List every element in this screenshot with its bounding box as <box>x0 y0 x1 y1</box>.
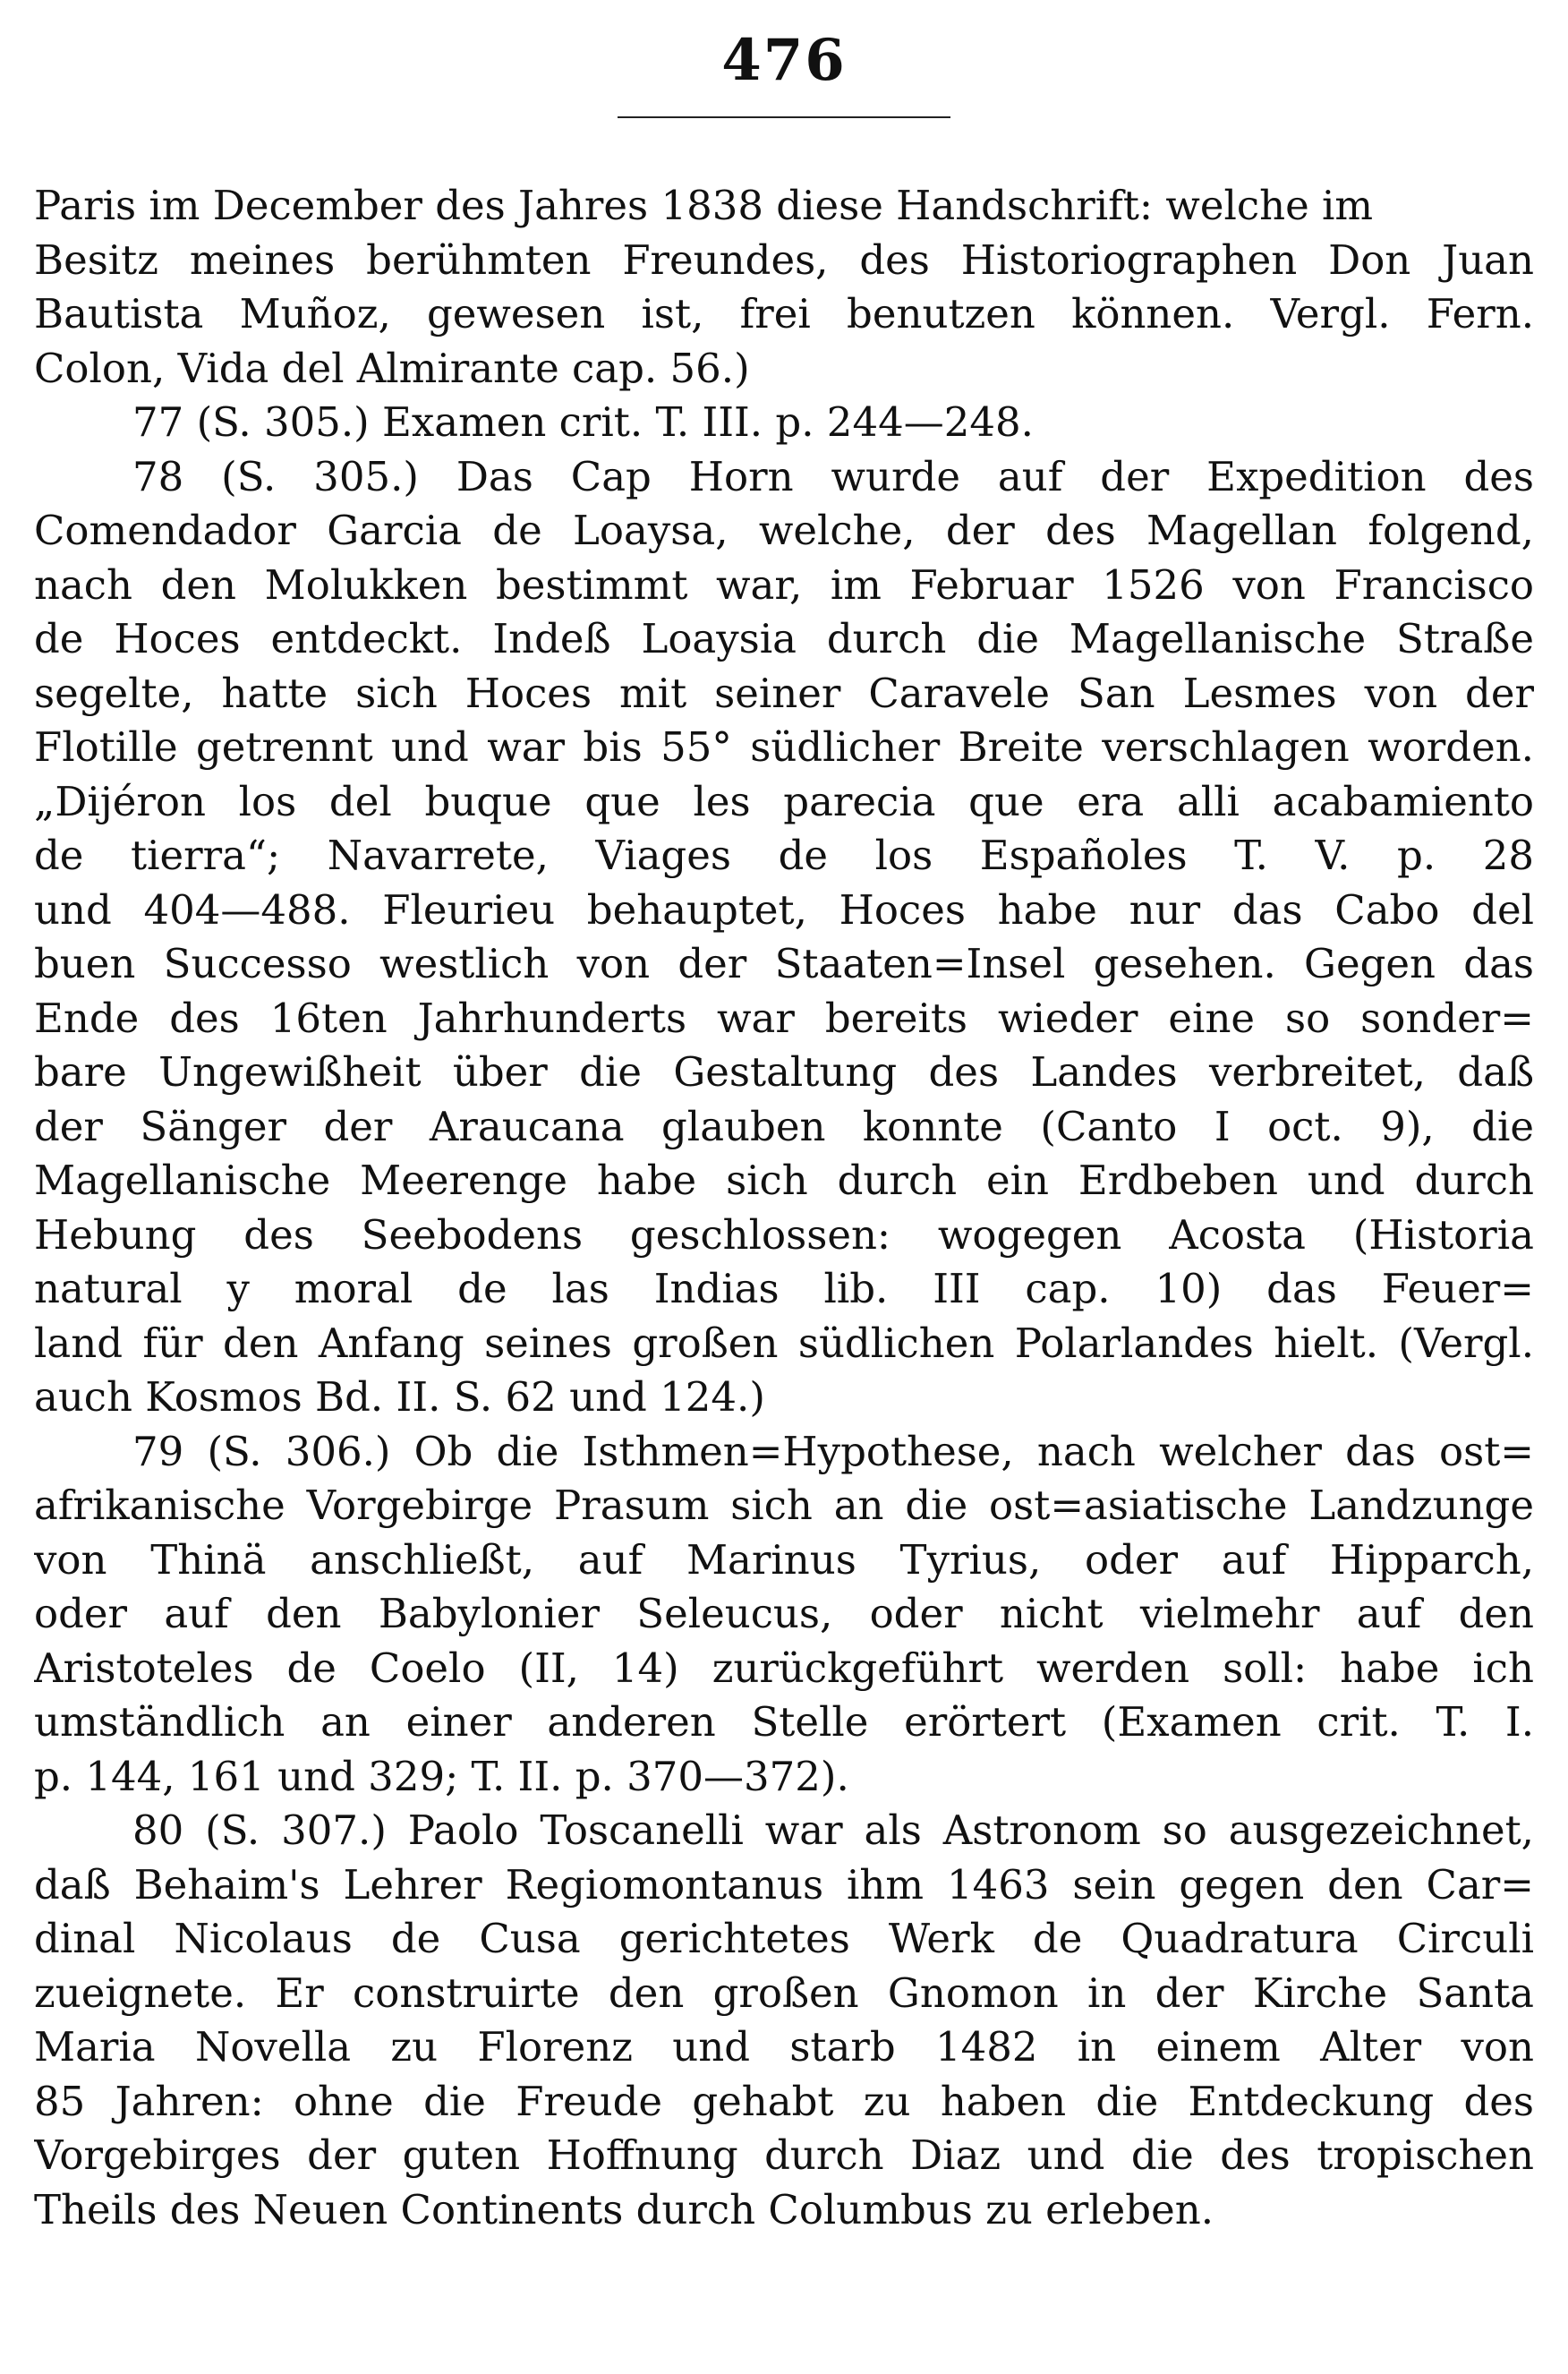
text-line: auch Kosmos Bd. II. S. 62 und 124.) <box>34 1373 765 1421</box>
text-line: buen Successo westlich von der Staaten=Insel gesehen. Gegen das <box>34 940 1534 987</box>
text-line: Vorgebirges der guten Hoffnung durch Diaz und die des tropischen <box>34 2131 1534 2179</box>
text-line: 85 Jahren: ohne die Freude gehabt zu haben die Entdeckung des <box>34 2077 1534 2125</box>
footnote-79-start: 79 (S. 306.) Ob die Isthmen=Hypothese, nach welcher das ost= <box>132 1427 1534 1475</box>
text-line: und 404—488. Fleurieu behauptet, Hoces habe nur das Cabo del <box>34 885 1534 934</box>
footnote-77-start: 77 (S. 305.) Examen crit. T. III. p. 244—248. <box>132 398 1034 446</box>
text-line: nach den Molukken bestimmt war, im Februar 1526 von Francisco <box>34 560 1534 609</box>
text-line: p. 144, 161 und 329; T. II. p. 370—372). <box>34 1752 849 1800</box>
text-line: afrikanische Vorgebirge Prasum sich an die ost=asiatische Landzunge <box>34 1482 1534 1529</box>
text-line: Maria Novella zu Florenz und starb 1482 in einem Alter von <box>34 2023 1534 2071</box>
text-line: Theils des Neuen Continents durch Columbus zu erleben. <box>34 2185 1214 2233</box>
text-line: daß Behaim's Lehrer Regiomontanus ihm 1463 sein gegen den Car= <box>34 1860 1534 1909</box>
text-line: natural y moral de las Indias lib. III cap. 10) das Feuer= <box>34 1265 1534 1312</box>
text-line: oder auf den Babylonier Seleucus, oder nicht vielmehr auf den <box>34 1590 1534 1637</box>
text-line: von Thinä anschließt, auf Marinus Tyrius, oder auf Hipparch, <box>34 1535 1534 1584</box>
text-line: Hebung des Seebodens geschlossen: wogegen Acosta (Historia <box>34 1210 1534 1259</box>
text-line: land für den Anfang seines großen südlichen Polarlandes hielt. (Vergl. <box>34 1319 1534 1367</box>
text-line: Comendador Garcia de Loaysa, welche, der des Magellan folgend, <box>34 507 1534 554</box>
text-line: de tierra“; Navarrete, Viages de los Españoles T. V. p. 28 <box>34 832 1534 879</box>
text-line: Besitz meines berühmten Freundes, des Historiographen Don Juan <box>34 235 1534 284</box>
footnote-80-start: 80 (S. 307.) Paolo Toscanelli war als Astronom so ausgezeichnet, <box>132 1806 1534 1854</box>
page-number: 476 <box>721 27 847 94</box>
text-line: Bautista Muñoz, gewesen ist, frei benutzen können. Vergl. Fern. <box>34 290 1534 337</box>
text-line: der Sänger der Araucana glauben konnte (Canto I oct. 9), die <box>34 1102 1534 1150</box>
text-line: Aristoteles de Coelo (II, 14) zurückgeführt werden soll: habe ich <box>34 1644 1534 1692</box>
text-line: Flotille getrennt und war bis 55° südlicher Breite verschlagen worden. <box>34 723 1534 771</box>
text-line: Ende des 16ten Jahrhunderts war bereits wieder eine so sonder= <box>34 994 1534 1042</box>
text-line: zueignete. Er construirte den großen Gnomon in der Kirche Santa <box>34 1968 1534 2017</box>
footnote-78-start: 78 (S. 305.) Das Cap Horn wurde auf der Expedition des <box>132 452 1534 500</box>
text-line: segelte, hatte sich Hoces mit seiner Caravele San Lesmes von der <box>34 669 1534 717</box>
text-line: Paris im December des Jahres 1838 diese Handschrift: welche im <box>34 182 1374 229</box>
text-line: Colon, Vida del Almirante cap. 56.) <box>34 344 750 392</box>
text-line: bare Ungewißheit über die Gestaltung des Landes verbreitet, daß <box>34 1048 1534 1096</box>
footnote-text <box>34 179 1534 2237</box>
header-rule <box>618 116 950 118</box>
text-line: umständlich an einer anderen Stelle erörtert (Examen crit. T. I. <box>34 1698 1534 1746</box>
text-line: dinal Nicolaus de Cusa gerichtetes Werk de Quadratura Circuli <box>34 1915 1534 1962</box>
text-line: de Hoces entdeckt. Indeß Loaysia durch die Magellanische Straße <box>34 615 1534 662</box>
text-line: „Dijéron los del buque que les parecia que era alli acabamiento <box>34 777 1534 825</box>
text-line: Magellanische Meerenge habe sich durch ein Erdbeben und durch <box>34 1157 1534 1204</box>
